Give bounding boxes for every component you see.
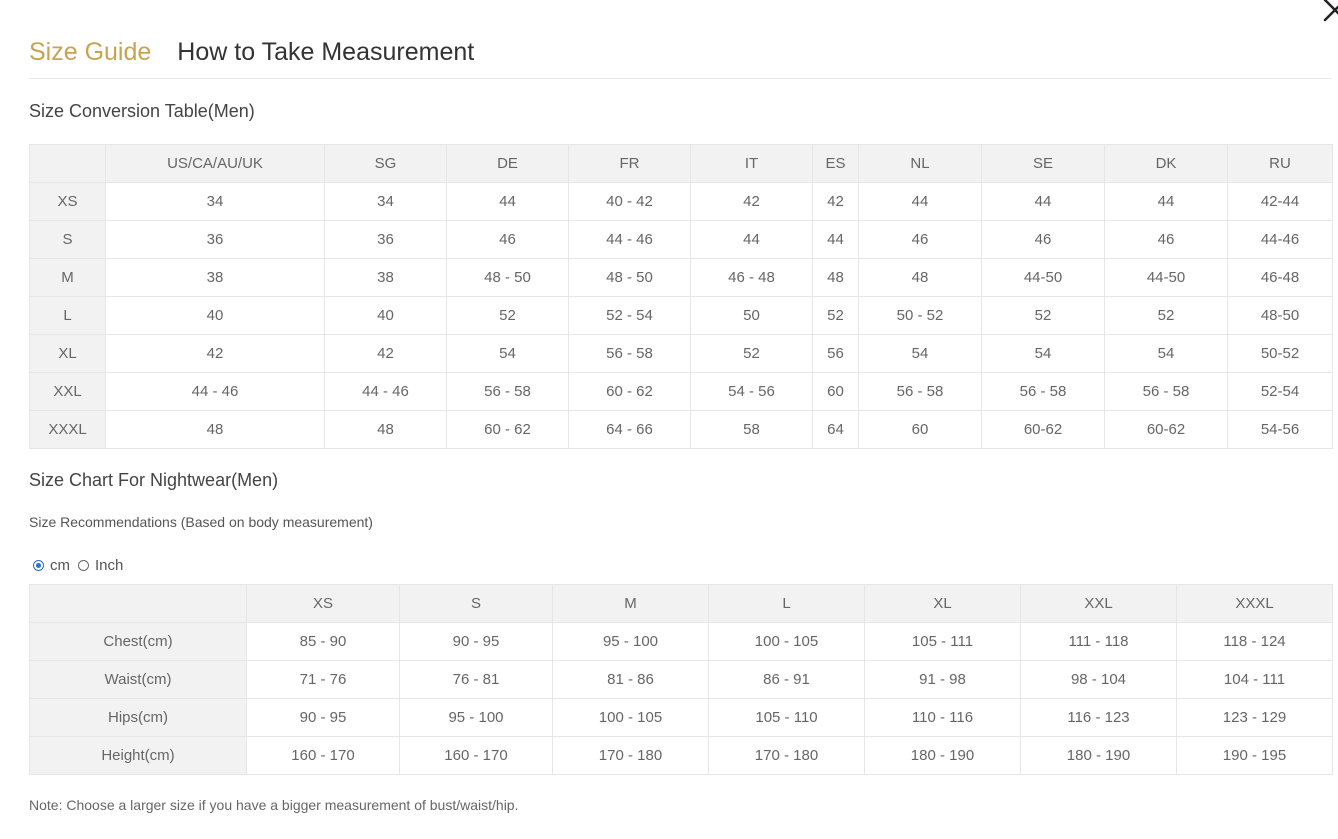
table-cell: 44 <box>447 183 569 221</box>
nightwear-size-table <box>29 584 1333 775</box>
table-cell: 64 - 66 <box>569 411 691 449</box>
close-icon <box>1323 0 1338 26</box>
table-cell: 52-54 <box>1228 373 1333 411</box>
column-header: XXXL <box>1177 585 1333 623</box>
table-cell: 56 - 58 <box>447 373 569 411</box>
table-cell: 52 - 54 <box>569 297 691 335</box>
table-row <box>30 335 1333 373</box>
table-cell: 44 <box>691 221 813 259</box>
table-cell: 91 - 98 <box>865 661 1021 699</box>
column-header: XL <box>865 585 1021 623</box>
table-cell: 58 <box>691 411 813 449</box>
table-row <box>30 259 1333 297</box>
table-cell: 44-50 <box>1105 259 1228 297</box>
table-cell: 54 <box>447 335 569 373</box>
table-cell: 40 <box>325 297 447 335</box>
cm-radio[interactable] <box>33 560 44 571</box>
table-cell: 44 - 46 <box>569 221 691 259</box>
row-header: Hips(cm) <box>30 699 247 737</box>
table-cell: 34 <box>106 183 325 221</box>
table-cell: 100 - 105 <box>709 623 865 661</box>
column-header: SG <box>325 145 447 183</box>
unit-selector <box>33 555 131 575</box>
table-cell: 46 <box>982 221 1105 259</box>
table-cell: 180 - 190 <box>1021 737 1177 775</box>
table-cell: 170 - 180 <box>709 737 865 775</box>
table-cell: 86 - 91 <box>709 661 865 699</box>
table-cell: 42 <box>691 183 813 221</box>
table-cell: 64 <box>813 411 859 449</box>
table-cell: 52 <box>691 335 813 373</box>
table-cell: 36 <box>325 221 447 259</box>
table-cell: 48 <box>859 259 982 297</box>
table-cell: 60 - 62 <box>569 373 691 411</box>
nightwear-chart-title: Size Chart For Nightwear(Men) <box>29 470 279 490</box>
conversion-table-title: Size Conversion Table(Men) <box>29 101 255 121</box>
table-cell: 48 - 50 <box>569 259 691 297</box>
column-header: NL <box>859 145 982 183</box>
table-row <box>30 221 1333 259</box>
table-cell: 104 - 111 <box>1177 661 1333 699</box>
table-cell: 50 - 52 <box>859 297 982 335</box>
table-cell: 46 <box>859 221 982 259</box>
table-cell: 60 - 62 <box>447 411 569 449</box>
row-header: XXL <box>30 373 106 411</box>
header-corner-cell <box>30 585 247 623</box>
table-cell: 54 <box>859 335 982 373</box>
table-cell: 34 <box>325 183 447 221</box>
cm-label[interactable]: cm <box>50 556 70 574</box>
row-header: XS <box>30 183 106 221</box>
size-recommendations-subtitle: Size Recommendations (Based on body measurement) <box>29 514 373 530</box>
table-cell: 110 - 116 <box>865 699 1021 737</box>
column-header: FR <box>569 145 691 183</box>
table-cell: 48-50 <box>1228 297 1333 335</box>
table-cell: 42-44 <box>1228 183 1333 221</box>
table-cell: 85 - 90 <box>247 623 400 661</box>
table-cell: 105 - 111 <box>865 623 1021 661</box>
tab-bar <box>29 34 1332 79</box>
row-header: S <box>30 221 106 259</box>
table-cell: 81 - 86 <box>553 661 709 699</box>
header-corner-cell <box>30 145 106 183</box>
table-cell: 42 <box>813 183 859 221</box>
row-header: XXXL <box>30 411 106 449</box>
table-cell: 180 - 190 <box>865 737 1021 775</box>
table-cell: 54 <box>982 335 1105 373</box>
column-header: SE <box>982 145 1105 183</box>
size-note: Note: Choose a larger size if you have a bigger measurement of bust/waist/hip. <box>29 797 519 813</box>
table-cell: 56 <box>813 335 859 373</box>
table-cell: 44 <box>982 183 1105 221</box>
table-cell: 52 <box>813 297 859 335</box>
table-cell: 44-46 <box>1228 221 1333 259</box>
close-button[interactable] <box>1319 0 1338 26</box>
column-header: IT <box>691 145 813 183</box>
table-cell: 56 - 58 <box>859 373 982 411</box>
table-cell: 36 <box>106 221 325 259</box>
table-cell: 105 - 110 <box>709 699 865 737</box>
table-cell: 48 <box>325 411 447 449</box>
table-cell: 116 - 123 <box>1021 699 1177 737</box>
table-cell: 52 <box>982 297 1105 335</box>
column-header: DK <box>1105 145 1228 183</box>
table-cell: 40 <box>106 297 325 335</box>
table-cell: 100 - 105 <box>553 699 709 737</box>
table-cell: 95 - 100 <box>400 699 553 737</box>
row-header: XL <box>30 335 106 373</box>
table-cell: 50-52 <box>1228 335 1333 373</box>
table-cell: 46-48 <box>1228 259 1333 297</box>
table-header-row <box>30 585 1333 623</box>
column-header: DE <box>447 145 569 183</box>
table-cell: 60 <box>859 411 982 449</box>
table-row <box>30 297 1333 335</box>
table-cell: 52 <box>1105 297 1228 335</box>
table-cell: 44 - 46 <box>325 373 447 411</box>
table-cell: 52 <box>447 297 569 335</box>
column-header: XXL <box>1021 585 1177 623</box>
table-cell: 54 <box>1105 335 1228 373</box>
table-cell: 90 - 95 <box>400 623 553 661</box>
table-cell: 95 - 100 <box>553 623 709 661</box>
table-cell: 160 - 170 <box>247 737 400 775</box>
table-row <box>30 411 1333 449</box>
table-cell: 160 - 170 <box>400 737 553 775</box>
tab-how-to-measure[interactable]: How to Take Measurement <box>177 38 475 66</box>
table-cell: 46 <box>447 221 569 259</box>
table-cell: 60-62 <box>982 411 1105 449</box>
column-header: S <box>400 585 553 623</box>
table-cell: 111 - 118 <box>1021 623 1177 661</box>
table-cell: 190 - 195 <box>1177 737 1333 775</box>
table-cell: 54 - 56 <box>691 373 813 411</box>
table-cell: 38 <box>106 259 325 297</box>
table-row <box>30 661 1333 699</box>
table-cell: 60-62 <box>1105 411 1228 449</box>
table-row <box>30 737 1333 775</box>
column-header: RU <box>1228 145 1333 183</box>
column-header: ES <box>813 145 859 183</box>
table-row <box>30 373 1333 411</box>
table-cell: 56 - 58 <box>569 335 691 373</box>
column-header: M <box>553 585 709 623</box>
table-cell: 56 - 58 <box>982 373 1105 411</box>
table-cell: 48 - 50 <box>447 259 569 297</box>
table-row <box>30 699 1333 737</box>
table-cell: 44 <box>859 183 982 221</box>
table-cell: 48 <box>106 411 325 449</box>
table-cell: 76 - 81 <box>400 661 553 699</box>
tab-size-guide[interactable]: Size Guide <box>29 38 152 66</box>
row-header: Waist(cm) <box>30 661 247 699</box>
table-row <box>30 623 1333 661</box>
inch-label[interactable]: Inch <box>95 556 124 574</box>
table-cell: 54-56 <box>1228 411 1333 449</box>
row-header: Chest(cm) <box>30 623 247 661</box>
table-header-row <box>30 145 1333 183</box>
table-cell: 44 <box>1105 183 1228 221</box>
table-cell: 71 - 76 <box>247 661 400 699</box>
table-cell: 90 - 95 <box>247 699 400 737</box>
row-header: Height(cm) <box>30 737 247 775</box>
table-cell: 50 <box>691 297 813 335</box>
table-cell: 123 - 129 <box>1177 699 1333 737</box>
row-header: L <box>30 297 106 335</box>
table-cell: 46 - 48 <box>691 259 813 297</box>
table-cell: 170 - 180 <box>553 737 709 775</box>
table-cell: 40 - 42 <box>569 183 691 221</box>
inch-radio[interactable] <box>78 560 89 571</box>
table-cell: 44-50 <box>982 259 1105 297</box>
table-cell: 44 - 46 <box>106 373 325 411</box>
table-cell: 42 <box>325 335 447 373</box>
table-cell: 98 - 104 <box>1021 661 1177 699</box>
table-cell: 44 <box>813 221 859 259</box>
table-cell: 46 <box>1105 221 1228 259</box>
column-header: L <box>709 585 865 623</box>
table-cell: 118 - 124 <box>1177 623 1333 661</box>
table-cell: 60 <box>813 373 859 411</box>
table-cell: 38 <box>325 259 447 297</box>
column-header: US/CA/AU/UK <box>106 145 325 183</box>
table-cell: 56 - 58 <box>1105 373 1228 411</box>
table-cell: 48 <box>813 259 859 297</box>
row-header: M <box>30 259 106 297</box>
column-header: XS <box>247 585 400 623</box>
size-conversion-table <box>29 144 1333 449</box>
table-cell: 42 <box>106 335 325 373</box>
table-row <box>30 183 1333 221</box>
